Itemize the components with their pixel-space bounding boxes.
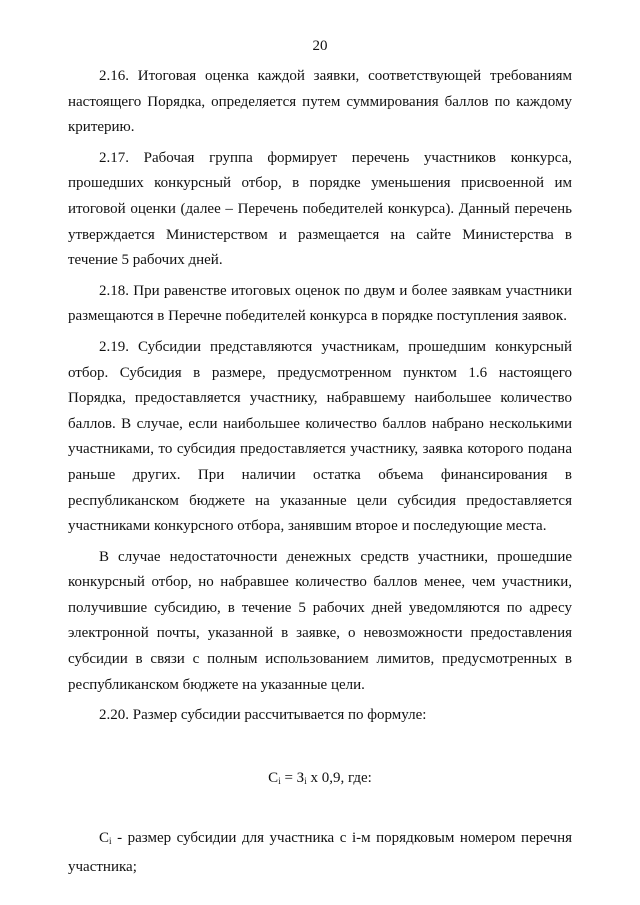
- definition-symbol: С: [99, 830, 110, 847]
- subsidy-formula: [68, 766, 572, 795]
- formula-c: С: [268, 769, 279, 786]
- definition-ci: [68, 826, 572, 880]
- document-body: [68, 64, 572, 886]
- formula-middle: = З: [280, 769, 305, 786]
- paragraph-2-17: 2.17. Рабочая группа формирует перечень участников конкурса, прошедших конкурсный отбор, в порядке уменьшения присвоенной им итоговой оценки (далее – Перечень победителей конкурса). Данный перечень утверждается Министерством и размещается на сайте Министерства в течение 5 рабочих дней.: [68, 149, 572, 269]
- formula-c-subscript: i: [278, 775, 281, 786]
- definition-text: - размер субсидии для участника с i-м порядковым номером перечня участника;: [68, 830, 572, 876]
- paragraph-2-19: 2.19. Субсидии представляются участникам, прошедшим конкурсный отбор. Субсидия в размере, предусмотренном пунктом 1.6 настоящего Порядка, предоставляется участнику, набравшему наибольшее количество баллов. В случае, если наибольшее количество баллов набрано несколькими участниками, то субсидия предоставляется участнику, заявка которого подана раньше других. При наличии остатка объема финансирования в республиканском бюджете на указанные цели субсидия предоставляется участниками конкурсного отбора, занявшим второе и последующие места.: [68, 338, 572, 535]
- paragraph-2-16: 2.16. Итоговая оценка каждой заявки, соответствующей требованиям настоящего Порядка, определяется путем суммирования баллов по каждому критерию.: [68, 68, 572, 136]
- formula-rest: х 0,9, где:: [306, 769, 372, 786]
- paragraph-2-18: 2.18. При равенстве итоговых оценок по двум и более заявкам участники размещаются в Перечне победителей конкурса в порядке поступления заявок.: [68, 282, 572, 325]
- formula-z-subscript: i: [304, 775, 307, 786]
- definition-symbol-subscript: i: [109, 836, 112, 847]
- paragraph-insufficient-funds: В случае недостаточности денежных средств участники, прошедшие конкурсный отбор, но набравшее количество баллов менее, чем участники, получившие субсидию, в течение 5 рабочих дней уведомляются по адресу электронной почты, указанной в заявке, о невозможности предоставления субсидии в связи с полным использованием лимитов, предусмотренных в республиканском бюджете на указанные цели.: [68, 548, 572, 693]
- paragraph-2-20: 2.20. Размер субсидии рассчитывается по формуле:: [99, 707, 427, 724]
- page-number: 20: [312, 38, 328, 54]
